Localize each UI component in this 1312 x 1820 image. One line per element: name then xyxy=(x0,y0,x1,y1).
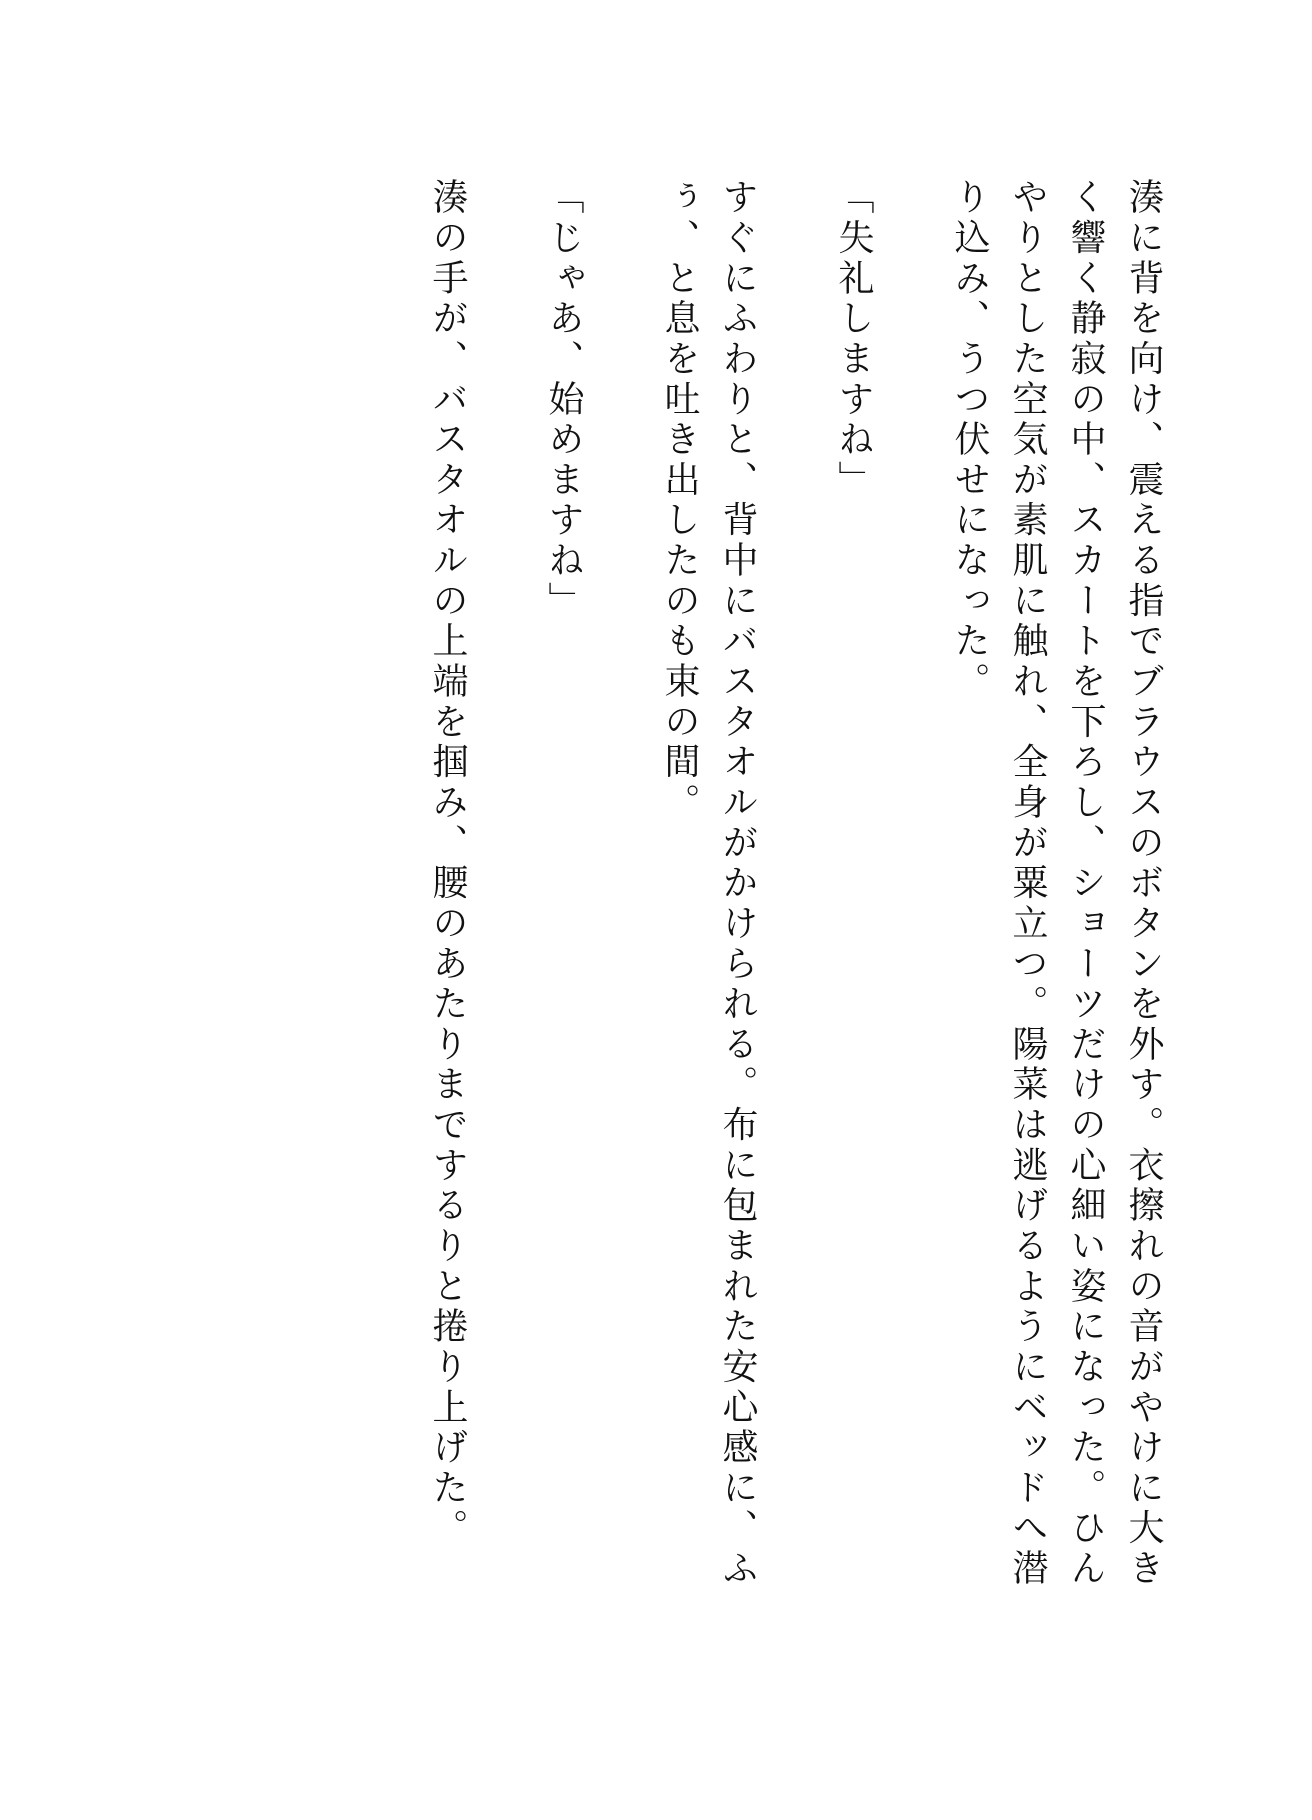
blank-line xyxy=(766,178,824,1618)
paragraph-1: 湊に背を向け、震える指でブラウスのボタンを外す。衣擦れの音がやけに大きく響く静寂の中、スカートを下ろし、ショーツだけの心細い姿になった。ひんやりとした空気が素肌に触れ、全身が粟立つ。陽菜は逃げるようにベッドへ潜り込み、うつ伏せになった。 xyxy=(949,178,1164,1590)
blank-line xyxy=(476,178,534,1618)
blank-line xyxy=(882,178,940,1618)
paragraph-2: すぐにふわりと、背中にバスタオルがかけられる。布に包まれた安心感に、ふぅ、と息を吐き出したのも束の間。 xyxy=(659,178,758,1590)
dialogue-2: 「じゃあ、始めますね」 xyxy=(543,178,584,622)
paragraph-3: 湊の手が、バスタオルの上端を掴み、腰のあたりまでするりと捲り上げた。 xyxy=(427,178,468,1549)
dialogue-1: 「失礼しますね」 xyxy=(833,178,874,501)
blank-line xyxy=(592,178,650,1618)
vertical-text-body xyxy=(418,178,1172,1618)
